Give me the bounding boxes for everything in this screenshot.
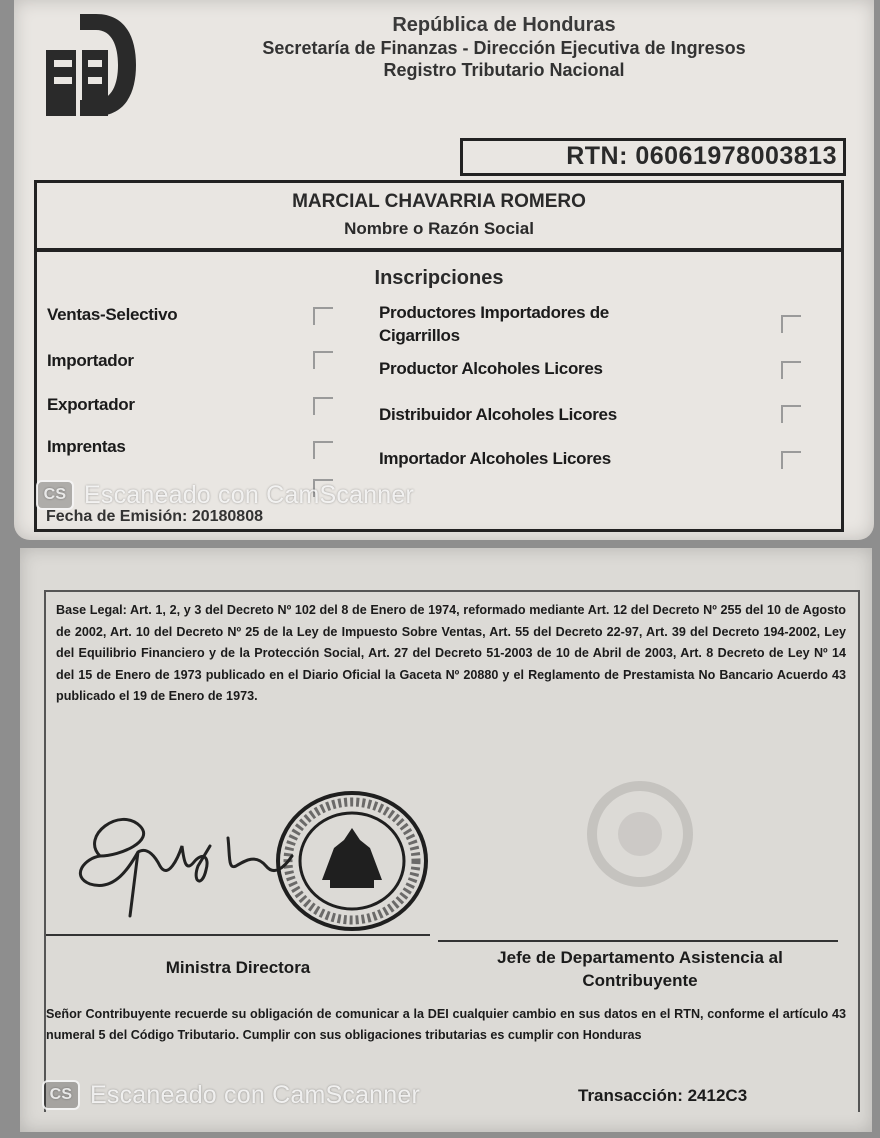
reg-ventas-selectivo: Ventas-Selectivo	[47, 305, 178, 324]
legal-basis-text: Base Legal: Art. 1, 2, y 3 del Decreto Nº 102 del 8 de Enero de 1974, reformado mediante Art. 12 del Decreto Nº 255 del 10 de Agosto de 2002, Art. 10 del Decreto Nº 25 de la Ley de Impuesto Sobre Ventas, Art. 55 del Decreto 22-97, Art. 39 del Decreto 194-2002, Ley del Equilibrio Financiero y de la Protección Social, Art. 27 del Decreto 51-2003 de 10 de Abril de 2003, Art. 8 Decreto de Ley Nº 14 del 15 de Enero de 1973 publicado en el Diario Oficial la Gaceta Nº 20880 y el Reglamento de Prestamista No Bancario Acuerdo 43 publicado el 19 de Enero de 1973.	[56, 603, 846, 703]
faint-emblem-image	[580, 774, 700, 894]
rtn-number: RTN: 06061978003813	[566, 142, 837, 170]
rtn-box	[460, 138, 846, 176]
dei-logo	[44, 10, 140, 120]
signature-line-right	[438, 940, 838, 942]
official-seal-image	[274, 788, 430, 934]
checkbox-productores-cigarrillos	[781, 315, 801, 333]
rtn-card-back	[20, 548, 872, 1132]
reg-productor-alcoholes: Productor Alcoholes Licores	[379, 359, 603, 378]
reg-distribuidor-alcoholes: Distribuidor Alcoholes Licores	[379, 405, 617, 424]
taxpayer-notice: Señor Contribuyente recuerde su obligación de comunicar a la DEI cualquier cambio en sus datos en el RTN, conforme el artículo 43 numeral 5 del Código Tributario. Cumplir con sus obligaciones tributarias es cumplir con Honduras	[46, 1007, 846, 1042]
signature-line-left	[46, 934, 430, 936]
name-box	[34, 180, 844, 252]
camscanner-logo-icon: CS	[42, 1080, 80, 1110]
header-secretaria: Secretaría de Finanzas - Dirección Ejecutiva de Ingresos	[262, 38, 746, 58]
checkbox-ventas-selectivo	[313, 307, 333, 325]
checkbox-productor-alcoholes	[781, 361, 801, 379]
taxpayer-name: MARCIAL CHAVARRIA ROMERO	[292, 191, 586, 212]
camscanner-text: Escaneado con CamScanner	[90, 1080, 420, 1109]
checkbox-exportador	[313, 397, 333, 415]
checkbox-imprentas	[313, 441, 333, 459]
sig-left-title: Ministra Directora	[165, 958, 311, 977]
reg-productores-cigarrillos: Productores Importadores de Cigarrillos	[379, 303, 609, 345]
checkbox-distribuidor-alcoholes	[781, 405, 801, 423]
rtn-card-front	[14, 0, 874, 540]
reg-exportador: Exportador	[47, 395, 135, 414]
reg-importador: Importador	[47, 351, 134, 370]
issue-date: Fecha de Emisión: 20180808	[46, 508, 263, 525]
reg-imprentas: Imprentas	[47, 437, 126, 456]
registrations-title: Inscripciones	[374, 267, 504, 289]
camscanner-watermark-front	[36, 480, 414, 510]
sig-right-title: Jefe de Departamento Asistencia al Contribuyente	[497, 948, 783, 990]
name-caption: Nombre o Razón Social	[344, 219, 534, 238]
camscanner-text: Escaneado con CamScanner	[84, 480, 414, 509]
signature-image	[60, 796, 300, 926]
camscanner-watermark-back	[42, 1080, 420, 1110]
header-registro: Registro Tributario Nacional	[383, 60, 625, 80]
checkbox-importador	[313, 351, 333, 369]
camscanner-logo-icon: CS	[36, 480, 74, 510]
reg-importador-alcoholes: Importador Alcoholes Licores	[379, 449, 611, 468]
checkbox-importador-alcoholes	[781, 451, 801, 469]
transaction-code: Transacción: 2412C3	[578, 1086, 748, 1105]
header-republic: República de Honduras	[392, 14, 616, 36]
